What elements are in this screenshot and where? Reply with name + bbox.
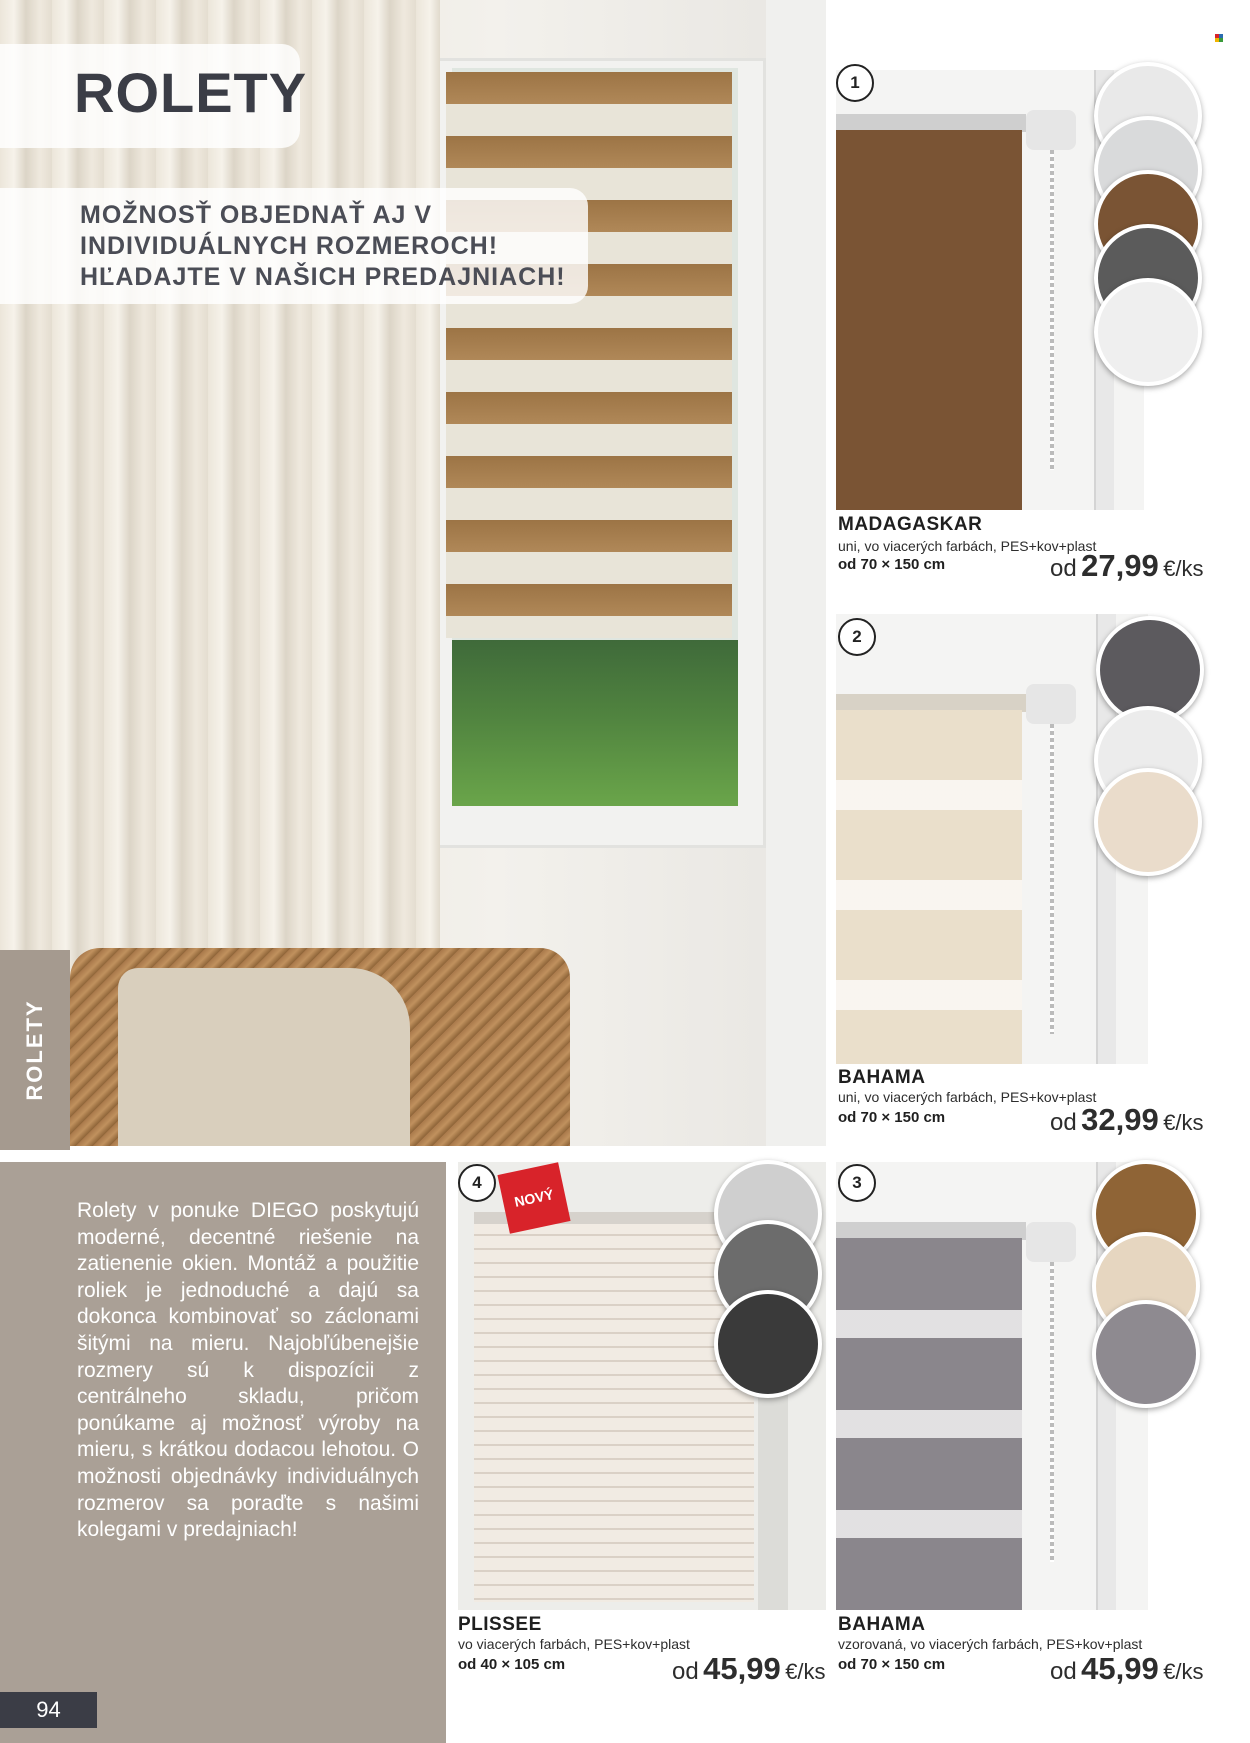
product-price [1050, 1651, 1204, 1687]
product-size: od 40 × 105 cm [458, 1656, 566, 1673]
garden-view [452, 640, 738, 806]
product-name: MADAGASKAR [838, 514, 983, 535]
page-number: 94 [0, 1692, 97, 1728]
price-unit: €/ks [785, 1659, 826, 1684]
wall [766, 0, 826, 1146]
price-prefix: od [1050, 555, 1077, 582]
price-value: 45,99 [1081, 1651, 1159, 1686]
promo-text [80, 200, 566, 293]
product-size: od 70 × 150 cm [838, 1656, 946, 1673]
color-swatch[interactable] [1092, 1300, 1200, 1408]
blind [836, 130, 1022, 510]
product-price [672, 1651, 826, 1687]
color-swatch[interactable] [1094, 278, 1202, 386]
product-size: od 70 × 150 cm [838, 556, 946, 573]
price-prefix: od [672, 1658, 699, 1685]
price-value: 27,99 [1081, 548, 1159, 583]
promo-line: MOŽNOSŤ OBJEDNAŤ AJ V [80, 201, 433, 229]
product-description: vo viacerých farbách, PES+kov+plast [458, 1636, 690, 1652]
hero-photo [0, 0, 826, 1146]
pillow [118, 968, 410, 1146]
product-description: uni, vo viacerých farbách, PES+kov+plast [838, 1089, 1097, 1105]
promo-line: INDIVIDUÁLNYCH ROZMEROCH! [80, 232, 499, 260]
product-price [1050, 548, 1204, 584]
price-unit: €/ks [1163, 1110, 1204, 1135]
product-number-badge: 3 [838, 1164, 876, 1202]
product-name: BAHAMA [838, 1614, 926, 1635]
price-value: 32,99 [1081, 1102, 1159, 1137]
product-size: od 70 × 150 cm [838, 1109, 946, 1126]
product-description: vzorovaná, vo viacerých farbách, PES+kov+plast [838, 1636, 1143, 1652]
color-swatch[interactable] [1094, 768, 1202, 876]
product-name: PLISSEE [458, 1614, 542, 1635]
zebra-blind [446, 72, 732, 638]
price-unit: €/ks [1163, 556, 1204, 581]
promo-line: HĽADAJTE V NAŠICH PREDAJNIACH! [80, 263, 566, 291]
product-number-badge: 4 [458, 1164, 496, 1202]
product-number-badge: 2 [838, 618, 876, 656]
side-tab-label: ROLETY [22, 999, 47, 1101]
price-value: 45,99 [703, 1651, 781, 1686]
color-swatch[interactable] [714, 1290, 822, 1398]
product-name: BAHAMA [838, 1067, 926, 1088]
price-unit: €/ks [1163, 1659, 1204, 1684]
page-title: ROLETY [74, 61, 308, 124]
new-badge: NOVÝ [497, 1162, 570, 1234]
price-prefix: od [1050, 1109, 1077, 1136]
price-prefix: od [1050, 1658, 1077, 1685]
product-number-badge: 1 [836, 64, 874, 102]
product-price [1050, 1102, 1204, 1138]
info-text: Rolety v ponuke DIEGO poskytujú moderné, decentné riešenie na zatienenie okien. Montáž a použitie roliek je jednoduché a dajú sa dokonca kombinovať so záclonami šitými na mieru. Najobľúbenejšie rozmery sú k dispozícii z centrálneho skladu, pričom ponúkame aj možnosť výroby na mieru, s krátkou dodacou lehotou. O možnosti objednávky individuálnych rozmerov sa poraďte s našimi kolegami v predajniach! [77, 1199, 419, 1542]
product-description: uni, vo viacerých farbách, PES+kov+plast [838, 538, 1097, 554]
brand-logo-icon [1215, 34, 1223, 42]
